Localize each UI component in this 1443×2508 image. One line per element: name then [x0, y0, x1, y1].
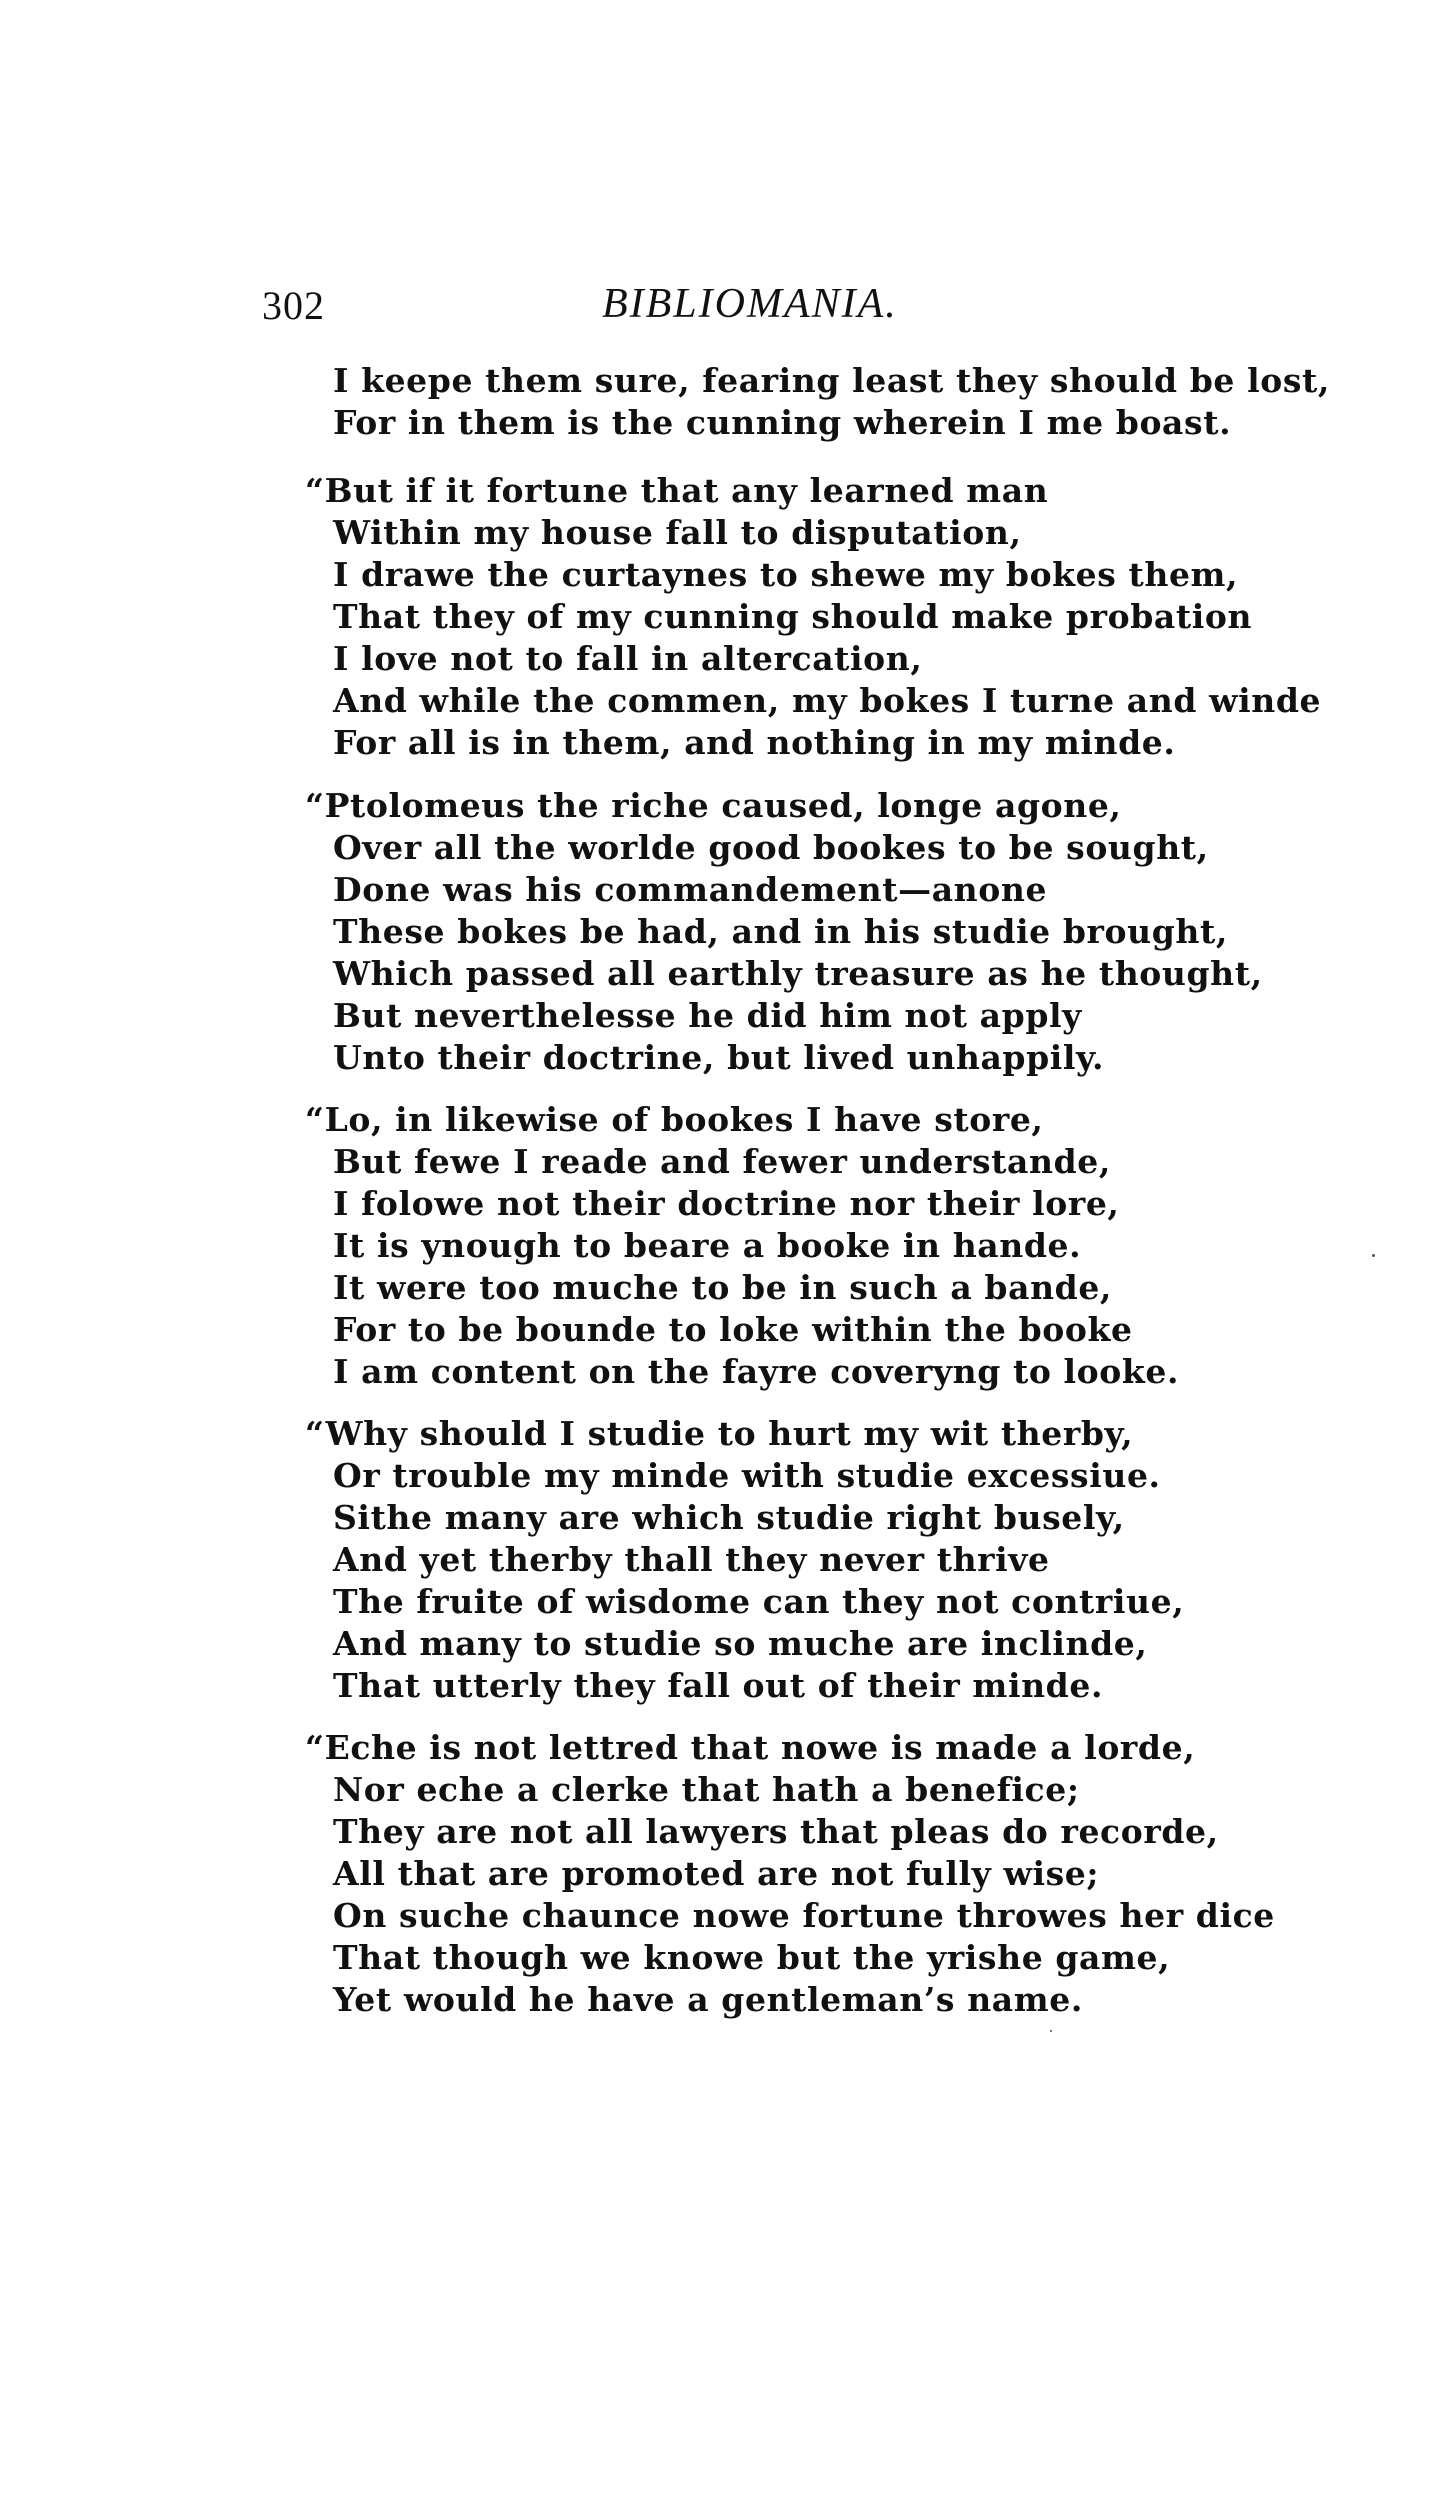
verse-line: Unto their doctrine, but lived unhappily.: [333, 1038, 1105, 1077]
verse-line: Or trouble my minde with studie excessiue.: [333, 1456, 1161, 1495]
verse-line: I keepe them sure, fearing least they should be lost,: [333, 361, 1330, 400]
verse-line: The fruite of wisdome can they not contriue,: [333, 1582, 1185, 1621]
verse-line: “Eche is not lettred that nowe is made a lorde,: [305, 1728, 1196, 1767]
verse-line: For all is in them, and nothing in my minde.: [333, 723, 1176, 762]
verse-line: On suche chaunce nowe fortune throwes her dice: [333, 1896, 1275, 1935]
verse-line: All that are promoted are not fully wise;: [333, 1854, 1100, 1893]
page-number: 302: [262, 283, 325, 328]
verse-line: For in them is the cunning wherein I me boast.: [333, 403, 1232, 442]
verse-line: “Ptolomeus the riche caused, longe agone,: [305, 786, 1122, 825]
verse-line: It were too muche to be in such a bande,: [333, 1268, 1113, 1307]
verse-line: I drawe the curtaynes to shewe my bokes them,: [333, 555, 1239, 594]
verse-line: I love not to fall in altercation,: [333, 639, 923, 678]
verse-line: And yet therby thall they never thrive: [333, 1540, 1050, 1579]
verse-line: It is ynough to beare a booke in hande.: [333, 1226, 1082, 1265]
verse-line: Over all the worlde good bookes to be sought,: [333, 828, 1209, 867]
verse-line: That utterly they fall out of their minde.: [333, 1666, 1104, 1705]
verse-line: And many to studie so muche are inclinde,: [333, 1624, 1148, 1663]
verse-line: “Why should I studie to hurt my wit therby,: [305, 1414, 1134, 1453]
verse-line: “Lo, in likewise of bookes I have store,: [305, 1100, 1044, 1139]
verse-line: They are not all lawyers that pleas do recorde,: [333, 1812, 1219, 1851]
verse-line: That they of my cunning should make probation: [333, 597, 1253, 636]
verse-line: Yet would he have a gentleman’s name.: [333, 1980, 1083, 2019]
verse-line: Within my house fall to disputation,: [333, 513, 1022, 552]
verse-line: I folowe not their doctrine nor their lore,: [333, 1184, 1120, 1223]
verse-line: Nor eche a clerke that hath a benefice;: [333, 1770, 1080, 1809]
scan-speck: [1372, 1254, 1375, 1257]
verse-line: These bokes be had, and in his studie brought,: [333, 912, 1228, 951]
verse-line: “But if it fortune that any learned man: [305, 471, 1049, 510]
running-title: BIBLIOMANIA.: [602, 281, 898, 327]
verse-line: Done was his commandement—anone: [333, 870, 1048, 909]
verse-line: And while the commen, my bokes I turne and winde: [333, 681, 1322, 720]
verse-line: For to be bounde to loke within the booke: [333, 1310, 1133, 1349]
verse-line: That though we knowe but the yrishe game,: [333, 1938, 1171, 1977]
verse-line: But neverthelesse he did him not apply: [333, 996, 1082, 1035]
verse-line: But fewe I reade and fewer understande,: [333, 1142, 1111, 1181]
verse-line: Sithe many are which studie right busely,: [333, 1498, 1125, 1537]
scan-speck: [1050, 2030, 1052, 2032]
verse-line: I am content on the fayre coveryng to looke.: [333, 1352, 1180, 1391]
verse-line: Which passed all earthly treasure as he thought,: [333, 954, 1263, 993]
